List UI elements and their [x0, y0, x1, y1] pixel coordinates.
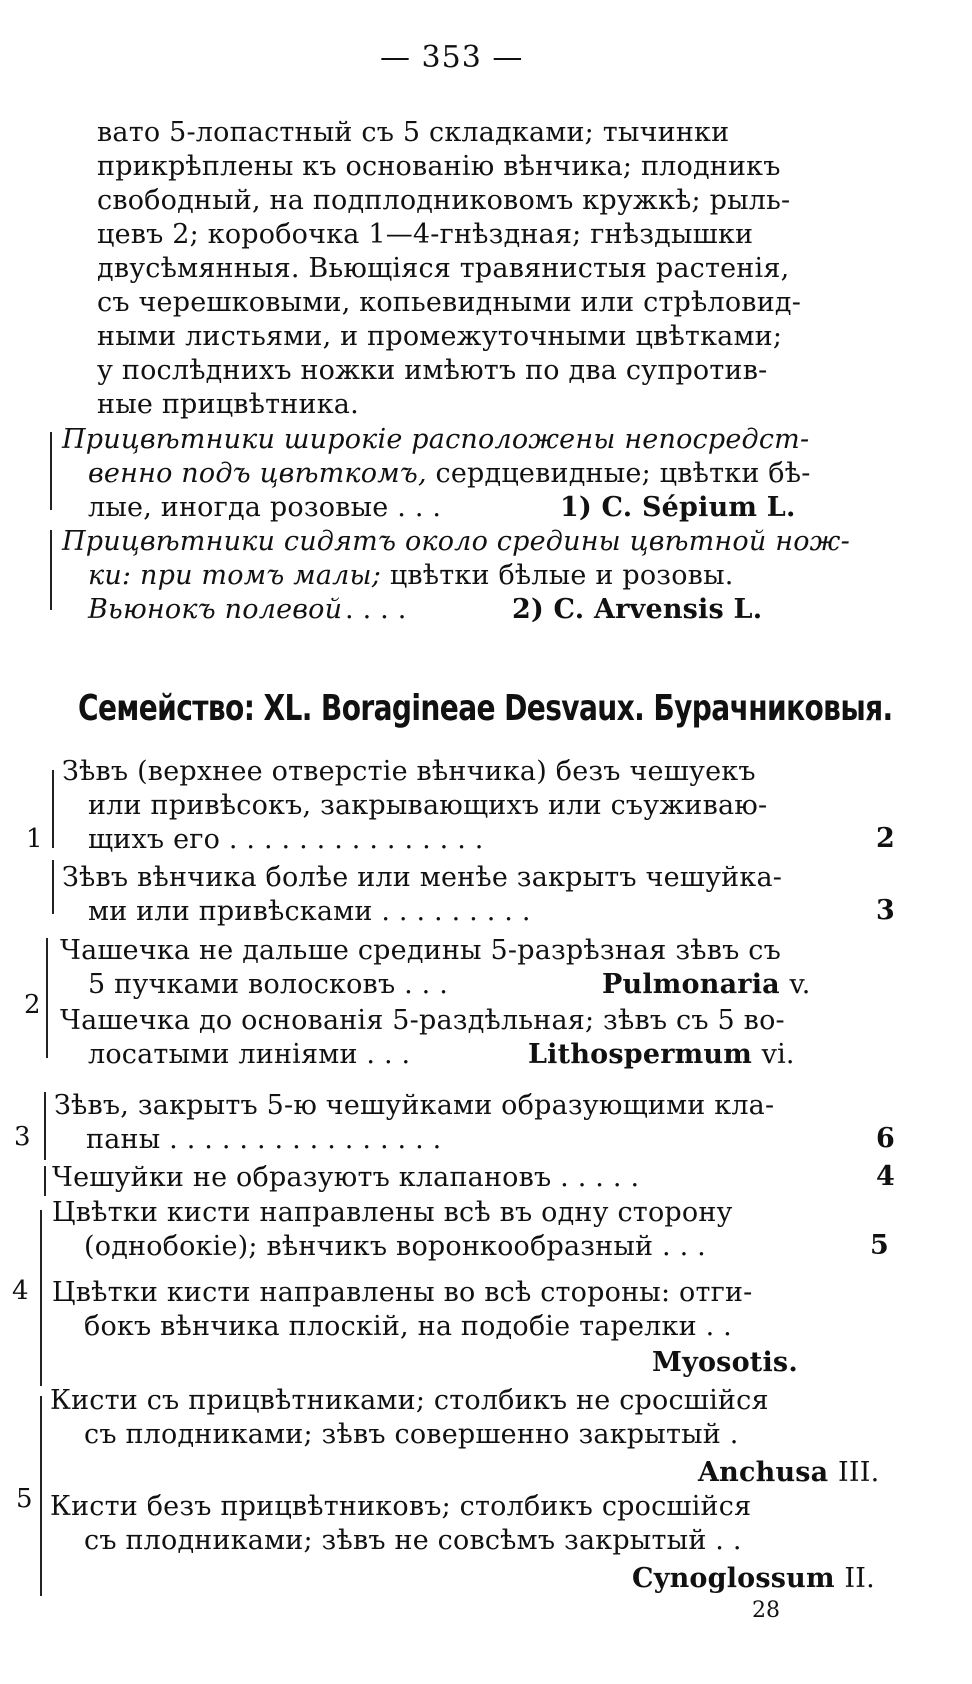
- genus-name: [602, 968, 811, 1002]
- brace: [44, 1166, 46, 1196]
- genus-label: Pulmonaria: [602, 969, 780, 1000]
- key-line: Кисти безъ прицвѣтниковъ; столбикъ сросшійся: [50, 1491, 752, 1522]
- signature-mark: 28: [752, 1598, 780, 1623]
- genus-label: Lithospermum: [528, 1039, 753, 1070]
- genus-number: II.: [844, 1563, 875, 1594]
- plain-text: сердцевидные; цвѣтки бѣ-: [426, 458, 811, 489]
- key-line: Зѣвъ вѣнчика болѣе или менѣе закрытъ чешуйка-: [62, 862, 783, 893]
- key-line: бокъ вѣнчика плоскій, на подобіе тарелки . .: [84, 1311, 732, 1342]
- brace: [40, 1396, 42, 1596]
- key-line: Чашечка не дальше средины 5-разрѣзная зѣвъ съ: [60, 935, 781, 966]
- genus-label: Cynoglossum: [632, 1563, 835, 1594]
- lead-target: 2: [876, 823, 895, 854]
- intro-line: двусѣмянныя. Вьющіяся травянистыя растенія,: [97, 253, 790, 284]
- lead-target: 5: [870, 1230, 889, 1261]
- key-line: щихъ его . . . . . . . . . . . . . . .: [88, 824, 484, 855]
- lead-target: 4: [876, 1161, 895, 1192]
- key-line: паны . . . . . . . . . . . . . . . .: [86, 1124, 442, 1155]
- couplet-number: 3: [14, 1122, 31, 1152]
- key-line: Чашечка до основанія 5-раздѣльная; зѣвъ съ 5 во-: [60, 1005, 785, 1036]
- brace: [46, 938, 48, 1058]
- brace: [44, 1092, 46, 1160]
- couplet-number: 1: [26, 824, 43, 854]
- key-line: лые, иногда розовые . . .: [88, 492, 442, 523]
- page-number: — 353 —: [380, 40, 524, 75]
- leader-dots: . . . .: [345, 594, 407, 625]
- brace: [50, 530, 52, 610]
- genus-name: Myosotis.: [652, 1347, 798, 1378]
- brace: [40, 1210, 42, 1386]
- intro-line: цевъ 2; коробочка 1—4-гнѣздная; гнѣздышки: [97, 219, 754, 250]
- key-line: Цвѣтки кисти направлены во всѣ стороны: отги-: [52, 1277, 753, 1308]
- key-line: [88, 457, 811, 491]
- key-line: Кисти съ прицвѣтниками; столбикъ не сросшійся: [50, 1385, 769, 1416]
- key-line: Зѣвъ, закрытъ 5-ю чешуйками образующими кла-: [54, 1090, 775, 1121]
- italic-text: ки: при томъ малы;: [88, 560, 382, 591]
- lead-target: 3: [876, 895, 895, 926]
- genus-label: Anchusa: [698, 1457, 829, 1488]
- genus-name: [528, 1038, 795, 1072]
- couplet-number: 4: [12, 1276, 29, 1306]
- genus-number: III.: [838, 1457, 880, 1488]
- key-line: 5 пучками волосковъ . . .: [88, 969, 449, 1000]
- key-line: (однобокіе); вѣнчикъ воронкообразный . . .: [84, 1231, 706, 1262]
- brace: [50, 432, 52, 510]
- intro-line: у послѣднихъ ножки имѣютъ по два супротив-: [97, 355, 768, 386]
- intro-line: ные прицвѣтника.: [97, 389, 359, 420]
- intro-line: свободный, на подплодниковомъ кружкѣ; рыль-: [97, 185, 791, 216]
- species-name: 1) C. Sépium L.: [560, 492, 796, 523]
- intro-line: съ черешковыми, копьевидными или стрѣловид-: [97, 287, 802, 318]
- intro-line: ными листьями, и промежуточными цвѣтками;: [97, 321, 783, 352]
- key-line: ми или привѣсками . . . . . . . . .: [88, 896, 531, 927]
- key-line: Зѣвъ (верхнее отверстіе вѣнчика) безъ чешуекъ: [62, 756, 756, 787]
- key-line: Прицвѣтники широкіе расположены непосредст-: [62, 424, 810, 455]
- brace: [52, 860, 54, 914]
- genus-name: [632, 1562, 875, 1596]
- couplet-number: 2: [24, 990, 41, 1020]
- intro-line: вато 5-лопастный съ 5 складками; тычинки: [97, 117, 730, 148]
- key-line: Прицвѣтники сидятъ около средины цвѣтной нож-: [62, 526, 850, 557]
- family-heading: Семейство: XL. Boragineae Desvaux. Бурачниковыя.: [78, 688, 893, 729]
- key-line: лосатыми линіями . . .: [88, 1039, 411, 1070]
- key-line: [88, 559, 734, 593]
- couplet-number: 5: [16, 1484, 33, 1514]
- key-line: съ плодниками; зѣвъ не совсѣмъ закрытый . .: [84, 1525, 742, 1556]
- genus-number: v.: [789, 969, 811, 1000]
- key-line: или привѣсокъ, закрывающихъ или съуживаю-: [88, 790, 768, 821]
- intro-line: прикрѣплены къ основанію вѣнчика; плодникъ: [97, 151, 781, 182]
- common-name: Вьюнокъ полевой: [88, 594, 343, 625]
- italic-text: венно подъ цвѣткомъ,: [88, 458, 427, 489]
- key-line: съ плодниками; зѣвъ совершенно закрытый .: [84, 1419, 739, 1450]
- key-line: Чешуйки не образуютъ клапановъ . . . . .: [52, 1162, 640, 1193]
- species-name: 2) C. Arvensis L.: [512, 594, 763, 625]
- brace: [52, 770, 54, 848]
- genus-name: [698, 1456, 879, 1490]
- lead-target: 6: [876, 1123, 895, 1154]
- key-line: Цвѣтки кисти направлены всѣ въ одну сторону: [52, 1197, 733, 1228]
- genus-number: vi.: [761, 1039, 795, 1070]
- plain-text: цвѣтки бѣлые и розовы.: [381, 560, 734, 591]
